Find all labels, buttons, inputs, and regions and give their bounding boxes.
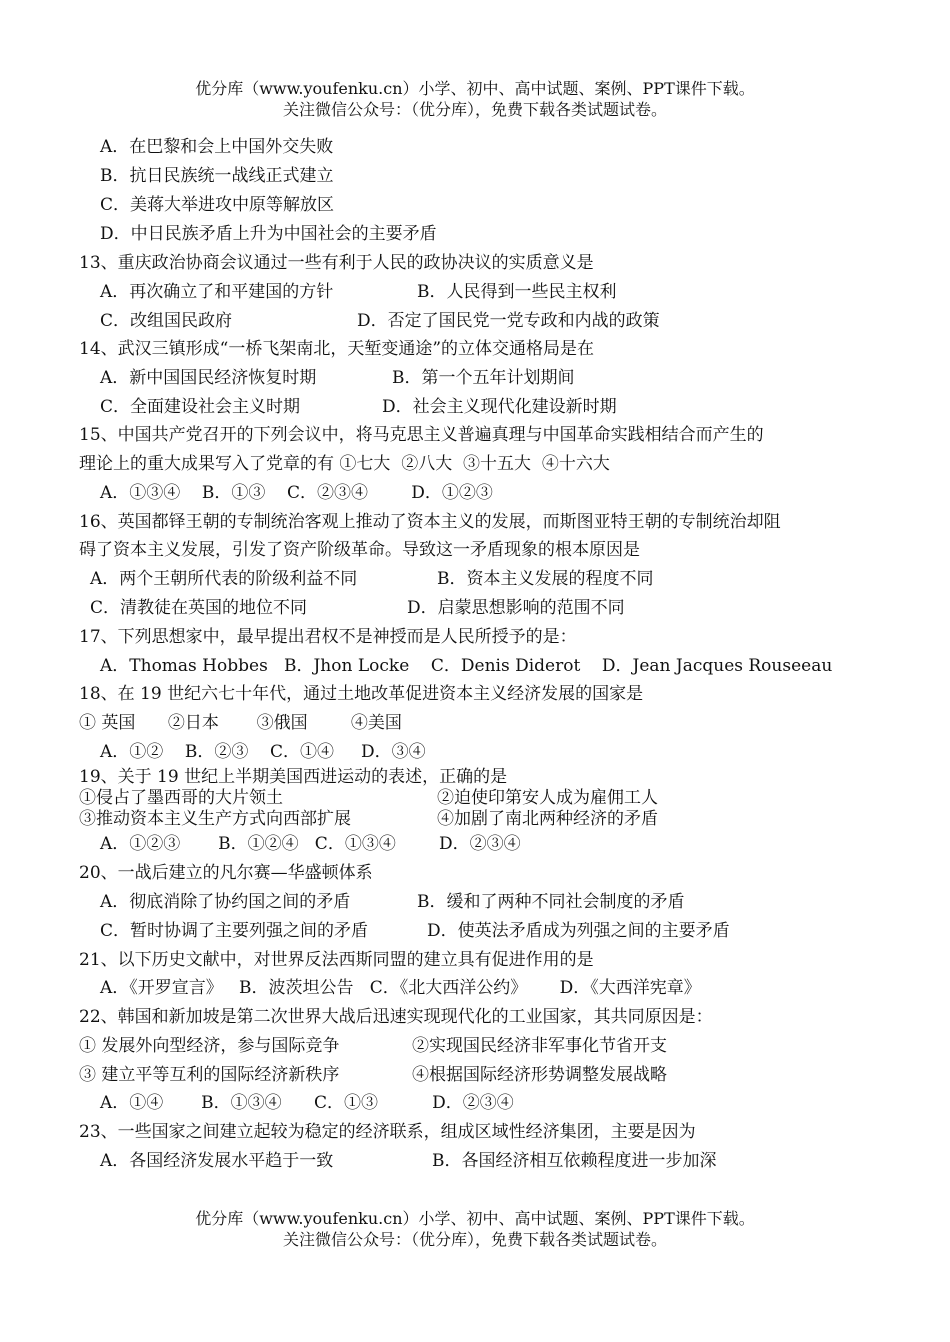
q23-option-a: A．各国经济发展水平趋于一致 — [100, 1151, 334, 1171]
q13-option-d: D．否定了国民党一党专政和内战的政策 — [357, 311, 660, 331]
q23-option-b: B．各国经济相互依赖程度进一步加深 — [432, 1151, 717, 1171]
q23-stem: 23、一些国家之间建立起较为稳定的经济联系，组成区域性经济集团，主要是因为 — [79, 1122, 696, 1142]
q16-stem-line-2: 碍了资本主义发展，引发了资产阶级革命。导致这一矛盾现象的根本原因是 — [79, 540, 640, 560]
q20-stem: 20、一战后建立的凡尔赛—华盛顿体系 — [79, 863, 373, 883]
q15-stem-line-2: 理论上的重大成果写入了党章的有 ①七大 ②八大 ③十五大 ④十六大 — [79, 454, 610, 474]
q22-item-3: ③ 建立平等互利的国际经济新秩序 — [79, 1065, 340, 1085]
header-line-2: 关注微信公众号：（优分库），免费下载各类试题试卷。 — [282, 100, 667, 119]
q18-items: ① 英国 ②日本 ③俄国 ④美国 — [79, 713, 402, 733]
q16-stem-line-1: 16、英国都铎王朝的专制统治客观上推动了资本主义的发展，而斯图亚特王朝的专制统治却阻 — [79, 512, 781, 532]
q19-item-2: ②迫使印第安人成为雇佣工人 — [437, 788, 658, 808]
q13-stem: 13、重庆政治协商会议通过一些有利于人民的政协决议的实质意义是 — [79, 253, 594, 273]
q20-option-b: B．缓和了两种不同社会制度的矛盾 — [417, 892, 685, 912]
q12-option-a: A．在巴黎和会上中国外交失败 — [100, 137, 334, 157]
q14-option-b: B．第一个五年计划期间 — [392, 368, 575, 388]
q19-item-3: ③推动资本主义生产方式向西部扩展 — [79, 809, 351, 829]
q20-option-a: A．彻底消除了协约国之间的矛盾 — [100, 892, 351, 912]
q13-option-a: A．再次确立了和平建国的方针 — [100, 282, 334, 302]
q19-stem: 19、关于 19 世纪上半期美国西进运动的表述，正确的是 — [79, 767, 508, 787]
q21-stem: 21、以下历史文献中，对世界反法西斯同盟的建立具有促进作用的是 — [79, 950, 594, 970]
q18-options: A．①② B．②③ C．①④ D．③④ — [100, 742, 426, 762]
header-line-1: 优分库（www.youfenku.cn）小学、初中、高中试题、案例、PPT课件下载。 — [195, 79, 755, 98]
q12-option-b: B．抗日民族统一战线正式建立 — [100, 166, 334, 186]
q16-option-b: B．资本主义发展的程度不同 — [437, 569, 654, 589]
q16-option-a: A．两个王朝所代表的阶级利益不同 — [90, 569, 358, 589]
q15-options: A．①③④ B．①③ C．②③④ D．①②③ — [100, 483, 493, 503]
q16-option-d: D．启蒙思想影响的范围不同 — [407, 598, 625, 618]
q17-options: A．Thomas Hobbes B．Jhon Locke C．Denis Diderot D．Jean Jacques Rouseeau — [100, 656, 833, 676]
q14-option-c: C．全面建设社会主义时期 — [100, 397, 301, 417]
q14-stem: 14、武汉三镇形成“一桥飞架南北，天堑变通途”的立体交通格局是在 — [79, 339, 595, 359]
q20-option-c: C．暂时协调了主要列强之间的矛盾 — [100, 921, 369, 941]
q22-options: A．①④ B．①③④ C．①③ D．②③④ — [100, 1093, 514, 1113]
q12-option-d: D．中日民族矛盾上升为中国社会的主要矛盾 — [100, 224, 437, 244]
q21-options: A．《开罗宣言》 B．波茨坦公告 C．《北大西洋公约》 D．《大西洋宪章》 — [100, 978, 701, 998]
q18-stem: 18、在 19 世纪六七十年代，通过土地改革促进资本主义经济发展的国家是 — [79, 684, 644, 704]
q22-item-4: ④根据国际经济形势调整发展战略 — [412, 1065, 667, 1085]
q16-option-c: C．清教徒在英国的地位不同 — [90, 598, 308, 618]
q17-stem: 17、下列思想家中，最早提出君权不是神授而是人民所授予的是： — [79, 627, 577, 647]
q22-stem: 22、韩国和新加坡是第二次世界大战后迅速实现现代化的工业国家，其共同原因是： — [79, 1007, 713, 1027]
page-header — [0, 78, 950, 120]
q19-options: A．①②③ B．①②④ C．①③④ D．②③④ — [100, 834, 521, 854]
q12-option-c: C．美蒋大举进攻中原等解放区 — [100, 195, 335, 215]
page-footer — [0, 1208, 950, 1250]
q19-item-1: ①侵占了墨西哥的大片领土 — [79, 788, 283, 808]
footer-line-1: 优分库（www.youfenku.cn）小学、初中、高中试题、案例、PPT课件下载。 — [195, 1209, 755, 1228]
q14-option-d: D．社会主义现代化建设新时期 — [382, 397, 617, 417]
q15-stem-line-1: 15、中国共产党召开的下列会议中，将马克思主义普遍真理与中国革命实践相结合而产生的 — [79, 425, 764, 445]
q22-item-1: ① 发展外向型经济，参与国际竞争 — [79, 1036, 340, 1056]
footer-line-2: 关注微信公众号：（优分库），免费下载各类试题试卷。 — [282, 1230, 667, 1249]
q13-option-c: C．改组国民政府 — [100, 311, 233, 331]
q19-item-4: ④加剧了南北两种经济的矛盾 — [437, 809, 658, 829]
q14-option-a: A．新中国国民经济恢复时期 — [100, 368, 317, 388]
q13-option-b: B．人民得到一些民主权利 — [417, 282, 617, 302]
q20-option-d: D．使英法矛盾成为列强之间的主要矛盾 — [427, 921, 730, 941]
q22-item-2: ②实现国民经济非军事化节省开支 — [412, 1036, 667, 1056]
